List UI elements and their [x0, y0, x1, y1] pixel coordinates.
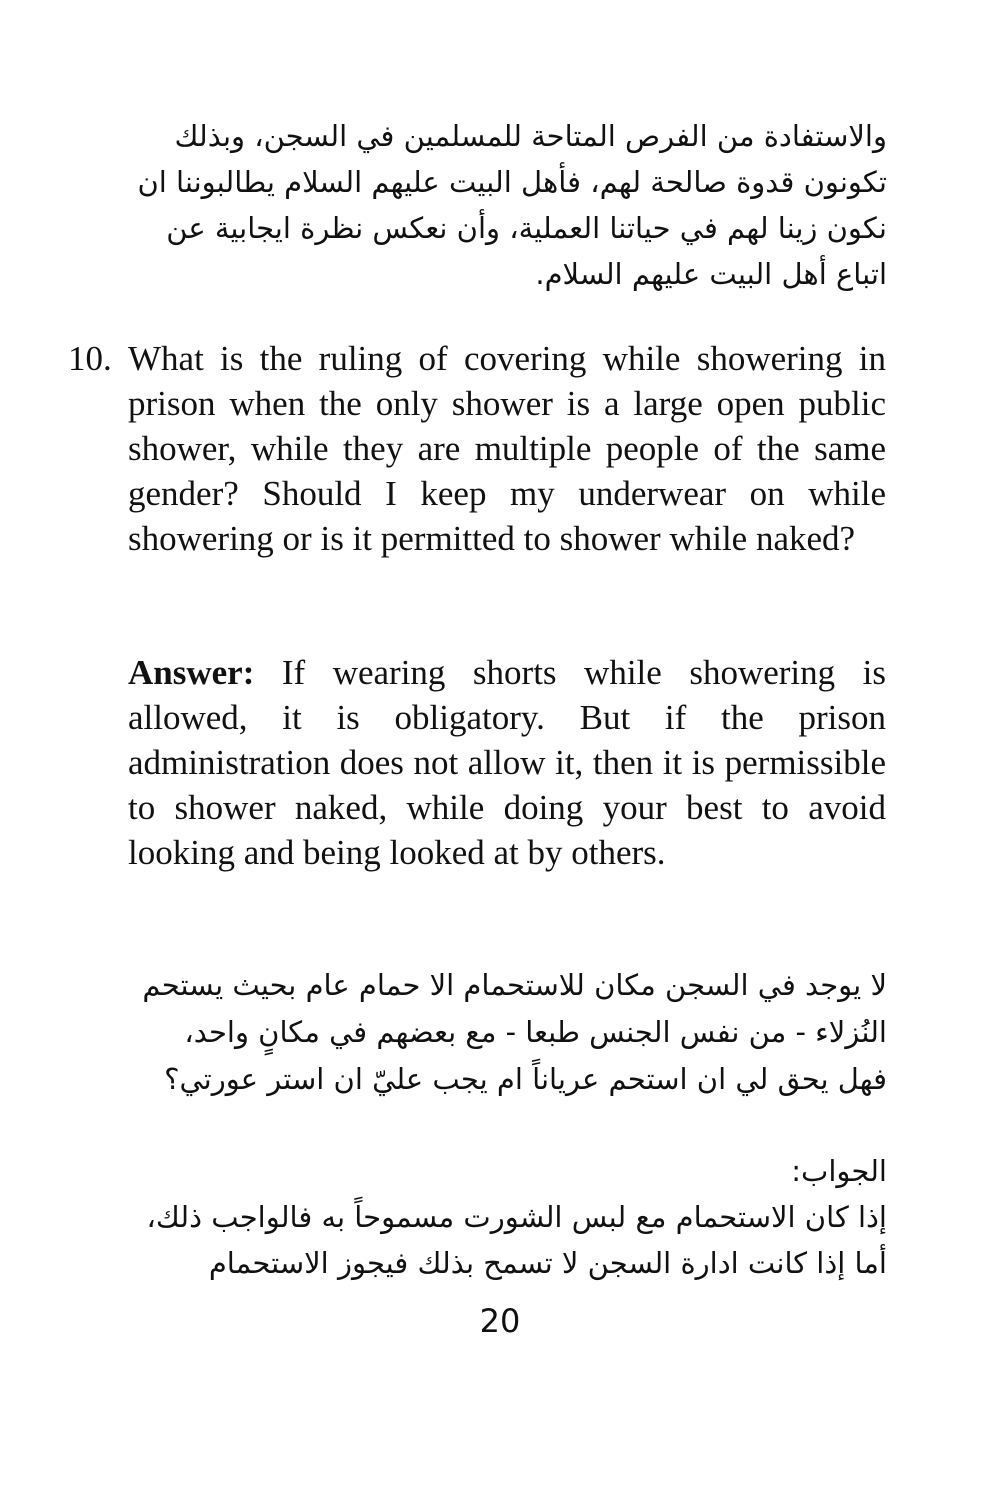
arabic-text-line: لا يوجد في السجن مكان للاستحمام الا حمام عام بحيث يستحم: [142, 968, 887, 1002]
arabic-text-line: والاستفادة من الفرص المتاحة للمسلمين في السجن، وبذلك: [174, 119, 887, 153]
arabic-text-line: فهل يحق لي ان استحم عرياناً ام يجب عليّ ان استر عورتي؟: [164, 1062, 887, 1096]
question-arabic-paragraph: [127, 962, 887, 1103]
answer-paragraph: [128, 650, 886, 875]
page-number: 20: [479, 1302, 521, 1340]
arabic-text-line: إذا كان الاستحمام مع لبس الشورت مسموحاً به فالواجب ذلك،: [146, 1200, 887, 1234]
answer-label: Answer:: [128, 653, 255, 692]
question-item: [68, 336, 886, 561]
intro-arabic-paragraph: [127, 113, 887, 297]
question-number: 10.: [68, 339, 112, 378]
arabic-text-line: اتباع أهل البيت عليهم السلام.: [535, 257, 887, 291]
answer-text: If wearing shorts while showering is allowed, it is obligatory. But if the prison administration does not allow it, then it is permissible to shower naked, while doing your best to avoid looking and being looked at by others.: [128, 653, 886, 872]
arabic-text-line: نكون زينا لهم في حياتنا العملية، وأن نعكس نظرة ايجابية عن: [166, 211, 887, 245]
arabic-text-line: النُزلاء - من نفس الجنس طبعا - مع بعضهم في مكانٍ واحد،: [184, 1015, 887, 1049]
answer-arabic-paragraph: [127, 1148, 887, 1286]
arabic-text-line: أما إذا كانت ادارة السجن لا تسمح بذلك فيجوز الاستحمام: [208, 1246, 887, 1280]
question-text: What is the ruling of covering while showering in prison when the only shower is a large open public shower, while they are multiple people of the same gender? Should I keep my underwear on while showering or is it permitted to shower while naked?: [128, 339, 886, 558]
arabic-text-line: تكونون قدوة صالحة لهم، فأهل البيت عليهم السلام يطالبوننا ان: [137, 165, 887, 199]
arabic-answer-label: الجواب:: [791, 1154, 887, 1188]
